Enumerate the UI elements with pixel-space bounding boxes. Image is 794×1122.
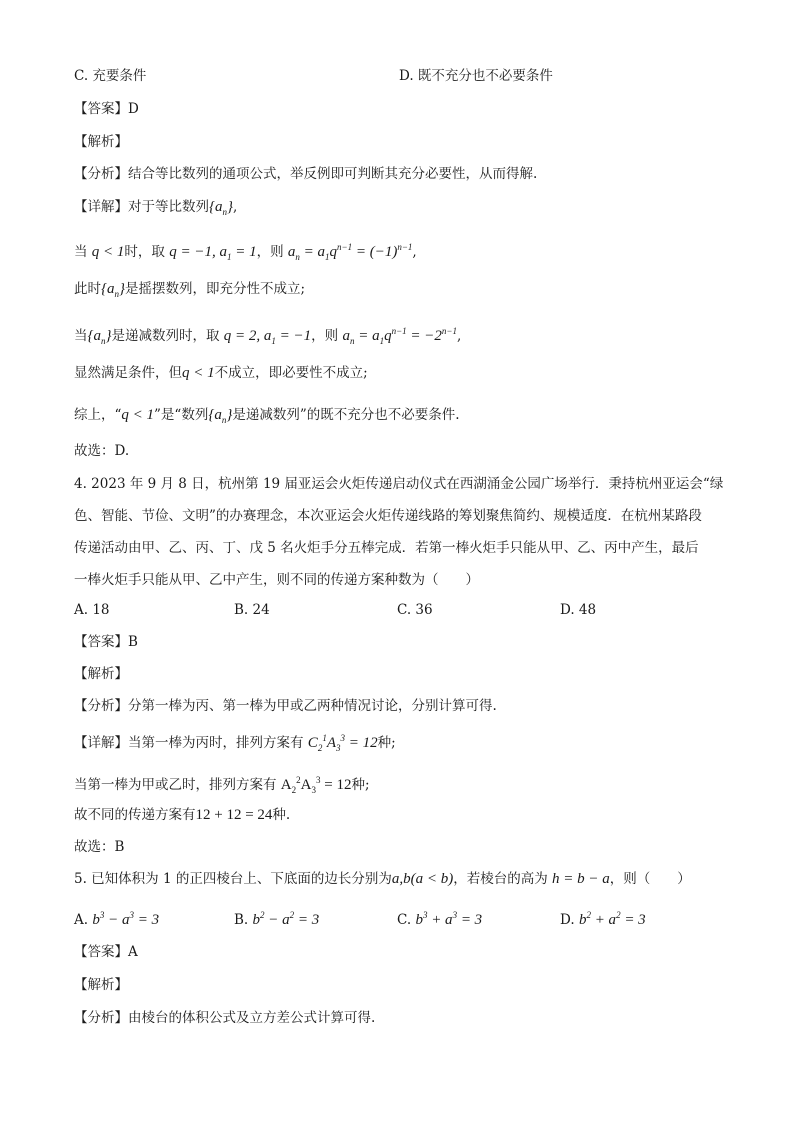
text: ，则（ ） bbox=[609, 871, 691, 887]
math: q = 2, $a_1 = -1$ bbox=[223, 328, 312, 346]
q4-stem-2: 色、智能、节俭、文明”的办赛理念，本次亚运会火炬传递线路的筹划聚焦简约、规模适度．在杭州某路段 bbox=[74, 508, 702, 524]
analysis-heading: 【解析】 bbox=[74, 134, 128, 150]
q5-answer: 【答案】A bbox=[74, 944, 138, 960]
q4-option-b: B. 24 bbox=[234, 602, 270, 618]
text: 时，取 bbox=[124, 244, 165, 260]
math: 12 + 12 = 24 bbox=[195, 807, 273, 823]
math: q < 1 bbox=[182, 365, 215, 381]
q4-option-c: C. 36 bbox=[397, 602, 433, 618]
q4-stem-4: 一棒火炬手只能从甲、乙中产生，则不同的传递方案种数为（ ） bbox=[74, 572, 479, 588]
text: ，则 bbox=[311, 328, 339, 344]
text: 种. bbox=[272, 807, 291, 823]
q4-answer: 【答案】B bbox=[74, 634, 138, 650]
choose-line: 故选：D. bbox=[74, 443, 130, 459]
math: q = −1, $a_1 = 1$ bbox=[169, 244, 257, 262]
q4-option-a: A. 18 bbox=[74, 602, 110, 618]
q4-detail-1 bbox=[74, 729, 396, 757]
fenxi-line: 【分析】结合等比数列的通项公式，举反例即可判断其充分必要性，从而得解. bbox=[74, 166, 538, 182]
text: ”是“数列 bbox=[154, 407, 209, 423]
math: $b^2 - a^2 = 3$ bbox=[252, 910, 320, 928]
text: 种; bbox=[351, 777, 370, 793]
text: 不成立，即必要性不成立; bbox=[214, 365, 368, 381]
q4-stem-1: 4. 2023 年 9 月 8 日，杭州第 19 届亚运会火炬传递启动仪式在西湖涌金公园广场举行．秉持杭州亚运会“绿 bbox=[74, 476, 724, 492]
option-label: D. bbox=[560, 912, 575, 928]
math: $C_2^1A_3^3 = 12$ bbox=[307, 733, 378, 753]
text: ，若棱台的高为 bbox=[453, 871, 548, 887]
math: $b^3 + a^3 = 3$ bbox=[415, 910, 483, 928]
case-line-4 bbox=[74, 364, 368, 382]
math: h = b − a bbox=[552, 871, 610, 887]
option-label: C. bbox=[397, 912, 412, 928]
text: 5. 已知体积为 1 的正四棱台上、下底面的边长分别为 bbox=[74, 871, 392, 887]
q5-fenxi: 【分析】由棱台的体积公式及立方差公式计算可得. bbox=[74, 1010, 376, 1026]
math-seq: $\{a_n\}$ bbox=[209, 199, 233, 217]
text: 当 bbox=[74, 328, 88, 344]
math: $\{a_n\}$ bbox=[87, 328, 112, 346]
detail-line: 【详解】对于等比数列$\{a_n\}$, bbox=[74, 199, 238, 217]
text: 故不同的传递方案有 bbox=[74, 807, 196, 823]
text: 种; bbox=[377, 735, 396, 751]
q5-option-c bbox=[397, 906, 482, 929]
q4-stem-3: 传递活动由甲、乙、丙、丁、戊 5 名火炬手分五棒完成．若第一棒火炬手只能从甲、乙、丙中产生，最后 bbox=[74, 540, 699, 556]
text: 是递减数列”的既不充分也不必要条件. bbox=[232, 407, 460, 423]
math: $\{a_n\}$ bbox=[208, 407, 233, 425]
case-line-3: 当$\{a_n\}$是递减数列时，取 q = 2, $a_1 = -1$，则 $a_n = a_1q^{n-1} = -2^{n-1}$, bbox=[74, 326, 462, 346]
math: q < 1 bbox=[91, 244, 125, 260]
q4-detail-3 bbox=[74, 806, 290, 824]
math: q < 1 bbox=[121, 407, 155, 423]
text: 此时 bbox=[74, 281, 101, 297]
text: 当 bbox=[74, 244, 88, 260]
option-c: C. 充要条件 bbox=[74, 68, 147, 84]
summary-line bbox=[74, 406, 460, 429]
case-line-1: 当 q < 1时，取 q = −1, $a_1 = 1$，则 $a_n = a_1q^{n-1} = (-1)^{n-1}$, bbox=[74, 242, 417, 262]
math: $b^3 - a^3 = 3$ bbox=[92, 910, 160, 928]
math: $a_n = a_1q^{n-1} = -2^{n-1}$ bbox=[342, 326, 457, 346]
option-label: B. bbox=[234, 912, 249, 928]
case-line-2 bbox=[74, 280, 305, 303]
q4-detail-2 bbox=[74, 771, 370, 799]
option-d: D. 既不充分也不必要条件 bbox=[399, 68, 553, 84]
q5-option-a bbox=[74, 906, 159, 929]
option-label: A. bbox=[74, 912, 89, 928]
math: a,b(a < b) bbox=[391, 871, 454, 887]
q4-option-d: D. 48 bbox=[560, 602, 597, 618]
text: 当第一棒为甲或乙时，排列方案有 bbox=[74, 777, 277, 793]
text: 综上，“ bbox=[74, 407, 122, 423]
q5-stem bbox=[74, 870, 691, 888]
q4-fenxi: 【分析】分第一棒为丙、第一棒为甲或乙两种情况讨论，分别计算可得. bbox=[74, 698, 497, 714]
q5-option-d bbox=[560, 906, 646, 929]
math: $A_2^2A_3^3 = 12$ bbox=[280, 775, 352, 795]
text: ，则 bbox=[256, 244, 284, 260]
q5-analysis-heading: 【解析】 bbox=[74, 977, 128, 993]
math: $\{a_n\}$ bbox=[101, 281, 125, 299]
text: 【详解】当第一棒为丙时，排列方案有 bbox=[74, 735, 304, 751]
text: 是摇摆数列，即充分性不成立; bbox=[125, 281, 306, 297]
math: $a_n = a_1q^{n-1} = (-1)^{n-1}$ bbox=[287, 242, 413, 262]
text: 显然满足条件，但 bbox=[74, 365, 182, 381]
q4-analysis-heading: 【解析】 bbox=[74, 666, 128, 682]
math: $b^2 + a^2 = 3$ bbox=[578, 910, 646, 928]
q4-choose: 故选：B bbox=[74, 839, 125, 855]
q5-option-b bbox=[234, 906, 319, 929]
answer-line: 【答案】D bbox=[74, 101, 139, 117]
text: 是递减数列时，取 bbox=[111, 328, 220, 344]
detail-text: 【详解】对于等比数列 bbox=[74, 199, 209, 215]
